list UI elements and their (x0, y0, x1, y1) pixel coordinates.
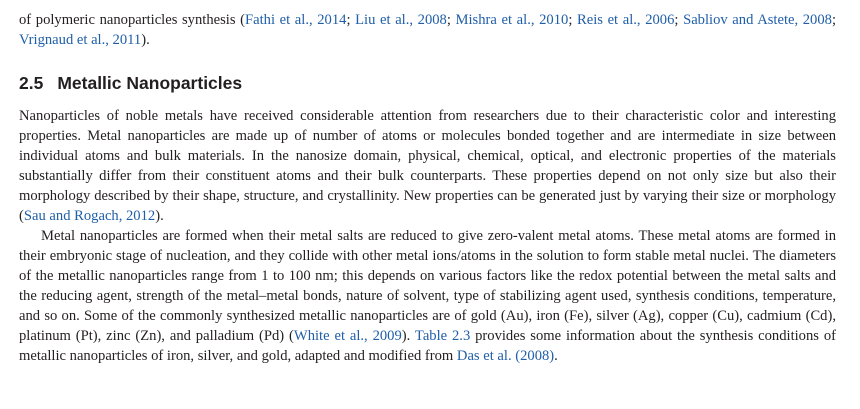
paragraph-2-text: ). (401, 328, 415, 344)
citation-link[interactable]: Sabliov and Astete, 2008 (683, 12, 832, 28)
citation-separator: ; (831, 12, 837, 28)
citation-link[interactable]: Vrignaud et al., 2011 (19, 32, 142, 48)
intro-paragraph (19, 10, 836, 50)
paragraph-2-text: provides some information about the synthesis conditions of metallic nanoparticles of iron, silver, and gold, adapted and modified from (19, 328, 836, 364)
paragraph-2-end: . (554, 348, 558, 364)
citation-link[interactable]: Sau and Rogach, 2012 (23, 208, 156, 224)
paragraph-2-text: Metal nanoparticles are formed when their metal salts are reduced to give zero-valent metal atoms. These metal atoms are formed in their embryonic stage of nucleation, and they collide with other metal ions/atoms in the solution to form stable metal nuclei. The diameters of the metallic nanoparticles range from 1 to 100 nm; this depends on various factors like the redox potential between the metal salts and the reducing agent, strength of the metal–metal bonds, nature of solvent, type of stabilizing agent used, synthesis conditions, temperature, and so on. Some of the commonly synthesized metallic nanoparticles are of gold (Au), iron (Fe), silver (Ag), copper (Cu), cadmium (Cd), platinum (Pt), zinc (Zn), and palladium (Pd) ( (19, 228, 836, 344)
paragraph-1-end: ). (155, 208, 164, 224)
section-heading (19, 72, 836, 94)
citation-link[interactable]: Mishra et al., 2010 (455, 12, 569, 28)
citation-link[interactable]: Das et al. (2008) (456, 348, 555, 364)
paragraph-1 (19, 106, 836, 226)
paragraph-1-text: Nanoparticles of noble metals have received considerable attention from researchers due to their characteristic color and interesting properties. Metal nanoparticles are made up of number of atoms or molecules bonded together and are intermediate in size between individual atoms and bulk materials. In the nanosize domain, physical, chemical, optical, and electronic properties of the materials substantially differ from their constituent atoms and their bulk counterparts. These properties depend on not only size but also their morphology described by their shape, structure, and crystallinity. New properties can be generated just by varying their size or morphology ( (19, 108, 836, 224)
citation-link[interactable]: White et al., 2009 (293, 328, 402, 344)
citation-link[interactable]: Fathi et al., 2014 (245, 12, 347, 28)
intro-end: ). (141, 32, 150, 48)
citation-separator: ; (674, 12, 684, 28)
section-number: 2.5 (19, 73, 44, 93)
section-title: Metallic Nanoparticles (57, 73, 243, 93)
citation-link[interactable]: Liu et al., 2008 (355, 12, 447, 28)
paragraph-2 (19, 226, 836, 366)
citation-separator: ; (568, 12, 577, 28)
citation-separator: ; (346, 12, 356, 28)
citation-link[interactable]: Reis et al., 2006 (577, 12, 675, 28)
citation-separator: ; (446, 12, 456, 28)
intro-text: of polymeric nanoparticles synthesis ( (19, 12, 246, 28)
table-reference-link[interactable]: Table 2.3 (414, 328, 471, 344)
